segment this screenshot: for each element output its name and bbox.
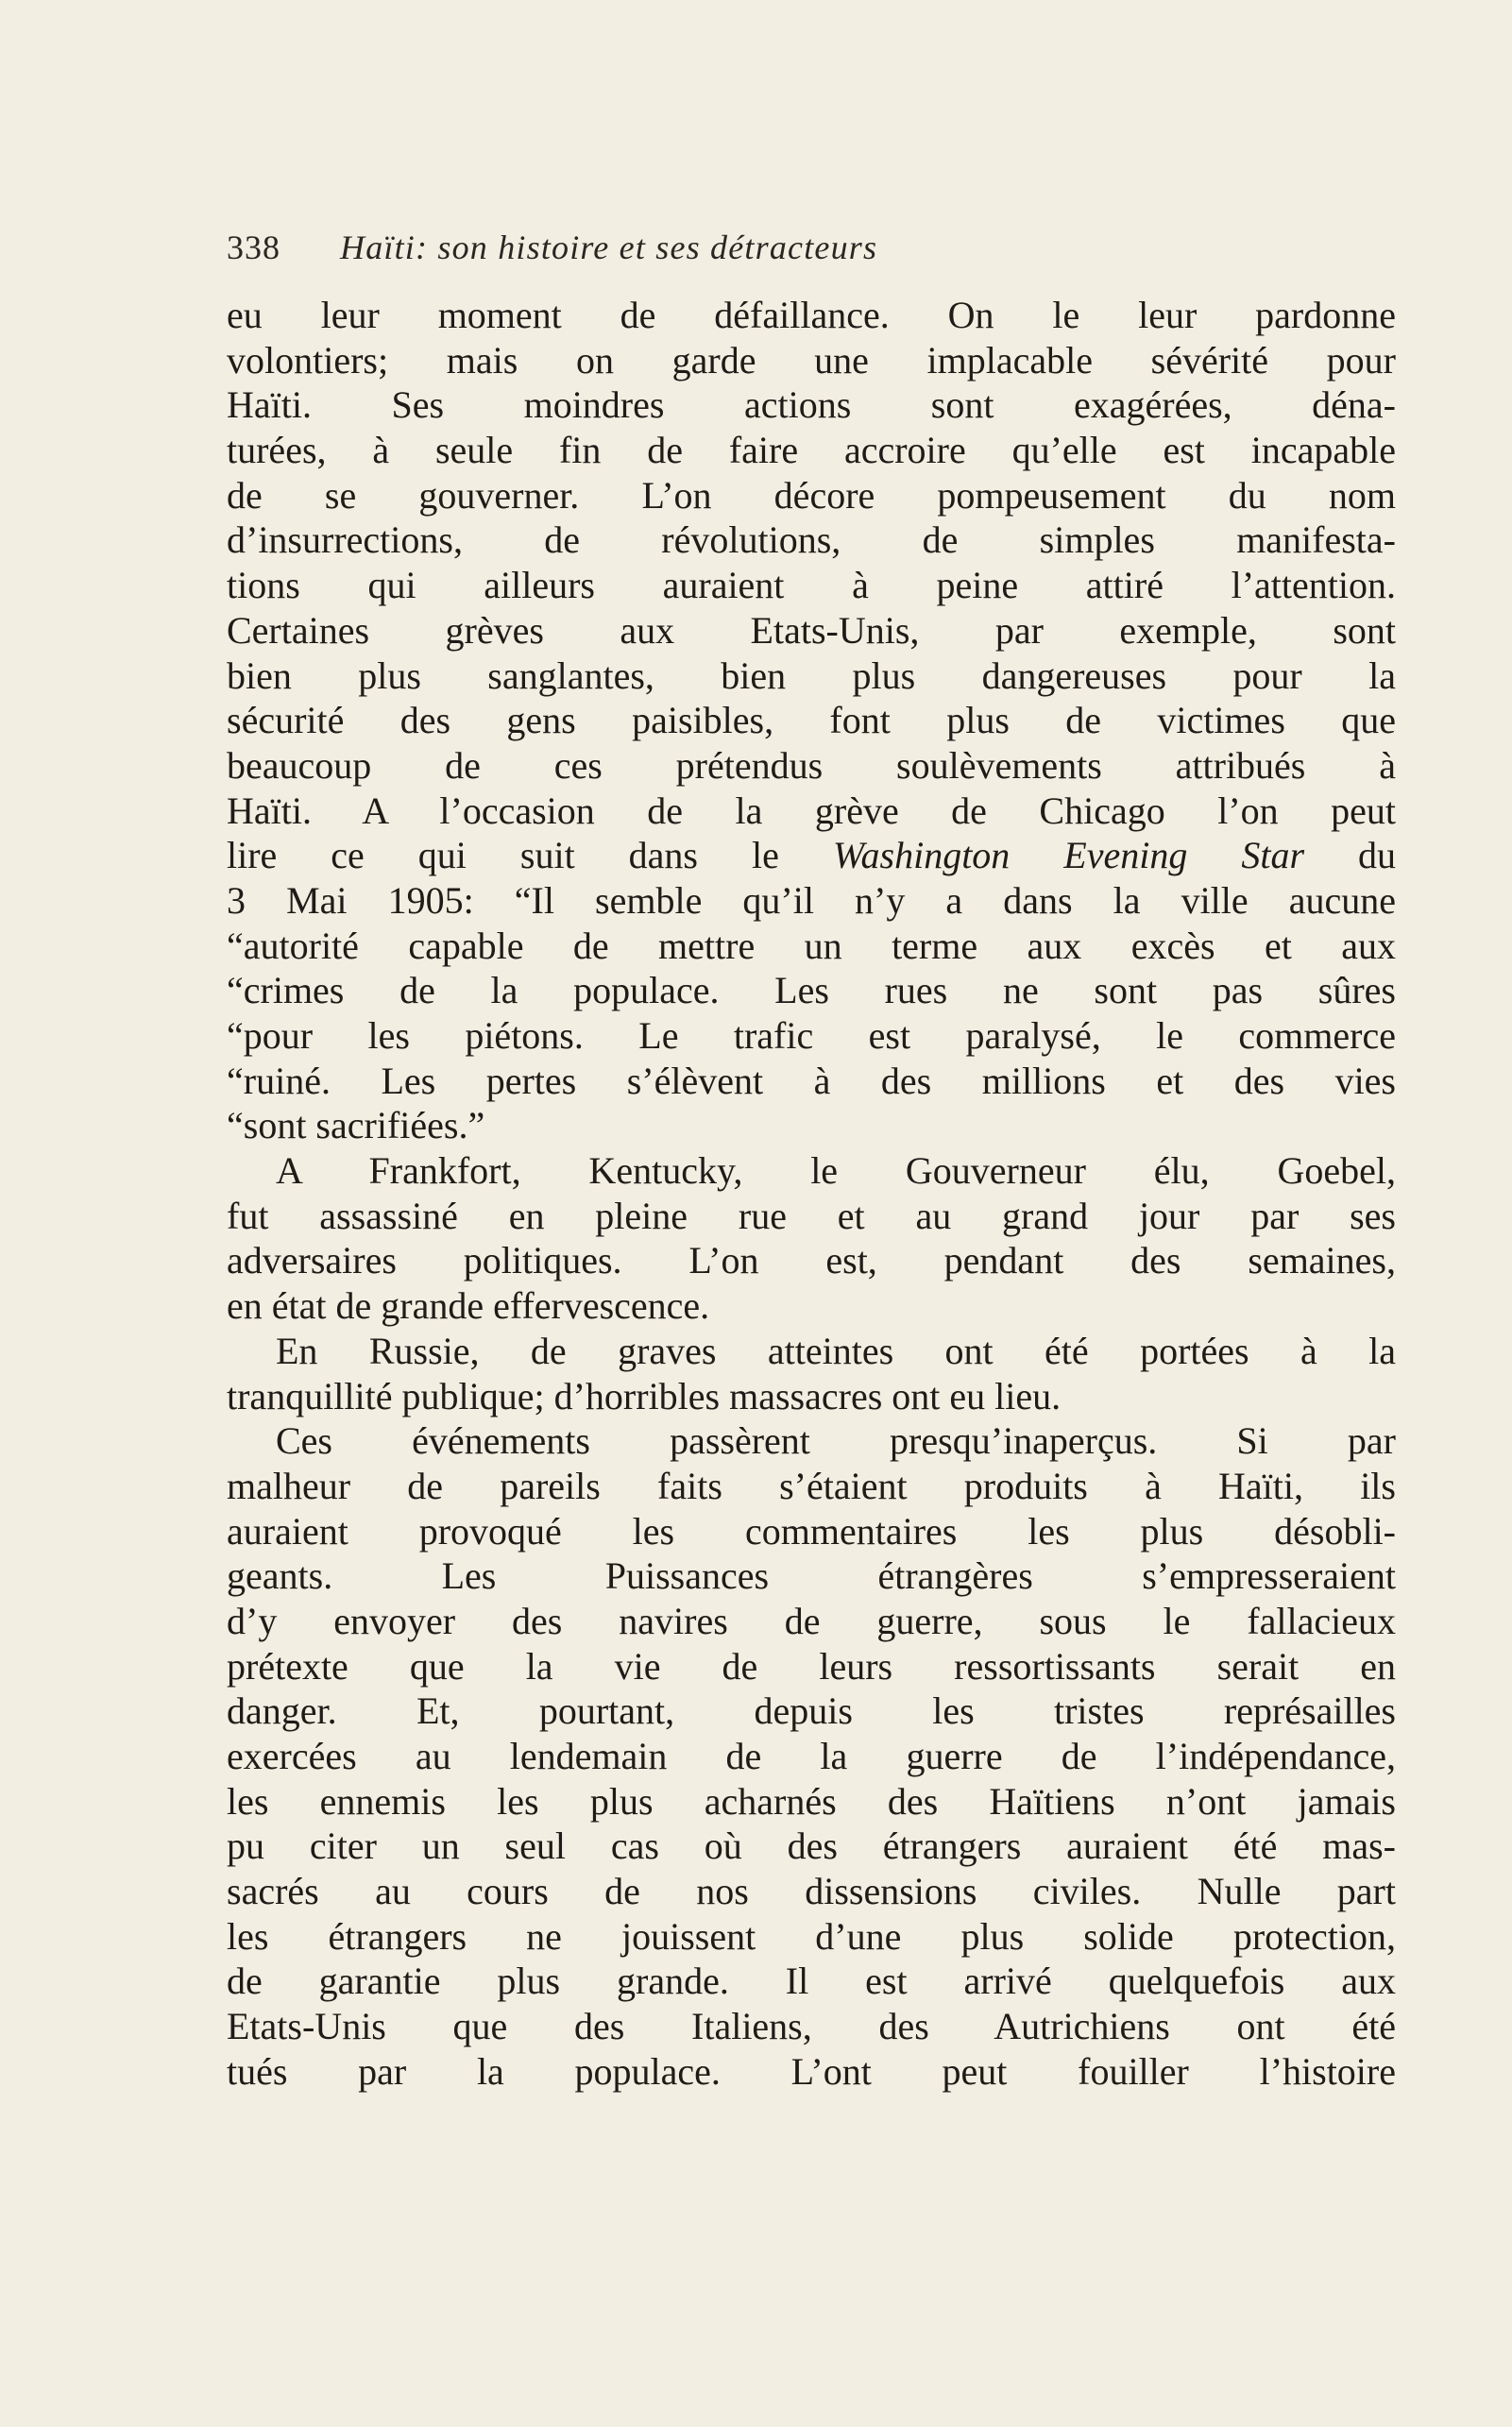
text-line: A Frankfort, Kentucky, le Gouverneur élu, Goebel,	[276, 1149, 1396, 1193]
text-line: volontiers; mais on garde une implacable sévérité pour	[227, 338, 1396, 382]
running-title: Haïti: son histoire et ses détracteurs	[340, 229, 878, 266]
text-fragment: lire ce qui suit dans le	[227, 834, 779, 877]
text-line: Haïti. Ses moindres actions sont exagérées, déna-	[227, 383, 1396, 427]
text-line: prétexte que la vie de leurs ressortissants serait en	[227, 1644, 1396, 1688]
text-line: de garantie plus grande. Il est arrivé quelquefois aux	[227, 1960, 1396, 2003]
text-line: Certaines grèves aux Etats-Unis, par exemple, sont	[227, 608, 1396, 652]
text-line: 3 Mai 1905: “Il semble qu’il n’y a dans la ville aucune	[227, 878, 1396, 922]
text-line: auraient provoqué les commentaires les plus désobli-	[227, 1509, 1396, 1553]
text-line: tions qui ailleurs auraient à peine attiré l’attention.	[227, 564, 1396, 607]
text-line: exercées au lendemain de la guerre de l’indépendance,	[227, 1735, 1396, 1777]
text-line: bien plus sanglantes, bien plus dangereuses pour la	[227, 653, 1396, 697]
text-line: fut assassiné en pleine rue et au grand jour par ses	[227, 1194, 1396, 1237]
newspaper-title: Washington Evening Star	[832, 834, 1305, 877]
text-line: les ennemis les plus acharnés des Haïtiens n’ont jamais	[227, 1779, 1396, 1823]
text-line: malheur de pareils faits s’étaient produits à Haïti, ils	[227, 1464, 1396, 1507]
text-fragment: du	[1358, 834, 1396, 877]
text-line: En Russie, de graves atteintes ont été portées à la	[276, 1329, 1396, 1372]
text-line: Haïti. A l’occasion de la grève de Chicago l’on peut	[227, 789, 1396, 832]
page-number: 338	[227, 229, 280, 266]
text-line: les étrangers ne jouissent d’une plus solide protection,	[227, 1914, 1396, 1958]
text-line: d’y envoyer des navires de guerre, sous le fallacieux	[227, 1599, 1396, 1642]
text-line: tués par la populace. L’ont peut fouiller l’histoire	[227, 2049, 1396, 2093]
text-line: sécurité des gens paisibles, font plus de victimes que	[227, 699, 1396, 742]
text-line: d’insurrections, de révolutions, de simples manifesta-	[227, 518, 1396, 562]
text-line	[227, 833, 1396, 878]
text-line: Ces événements passèrent presqu’inaperçus. Si par	[276, 1419, 1396, 1463]
text-line: beaucoup de ces prétendus soulèvements attribués à	[227, 743, 1396, 787]
text-line: tranquillité publique; d’horribles massacres ont eu lieu.	[227, 1374, 1062, 1417]
text-line: geants. Les Puissances étrangères s’empresseraient	[227, 1554, 1396, 1598]
text-line: turées, à seule fin de faire accroire qu’elle est incapable	[227, 429, 1396, 472]
running-header	[227, 219, 1199, 276]
text-line: danger. Et, pourtant, depuis les tristes représailles	[227, 1689, 1396, 1733]
text-line: “sont sacrifiées.”	[227, 1104, 485, 1147]
text-line: Etats-Unis que des Italiens, des Autrichiens ont été	[227, 2005, 1396, 2048]
text-line: de se gouverner. L’on décore pompeusement du nom	[227, 473, 1396, 517]
text-line: “autorité capable de mettre un terme aux excès et aux	[227, 924, 1396, 967]
text-line: eu leur moment de défaillance. On le leur pardonne	[227, 294, 1396, 336]
text-line: en état de grande effervescence.	[227, 1284, 710, 1328]
text-line: “ruiné. Les pertes s’élèvent à des millions et des vies	[227, 1059, 1396, 1102]
text-line: “pour les piétons. Le trafic est paralysé, le commerce	[227, 1014, 1396, 1057]
text-line: pu citer un seul cas où des étrangers auraient été mas-	[227, 1824, 1396, 1868]
text-line: adversaires politiques. L’on est, pendant des semaines,	[227, 1239, 1396, 1282]
text-line: sacrés au cours de nos dissensions civiles. Nulle part	[227, 1870, 1396, 1913]
text-line: “crimes de la populace. Les rues ne sont pas sûres	[227, 969, 1396, 1012]
body-text	[227, 293, 1396, 2095]
